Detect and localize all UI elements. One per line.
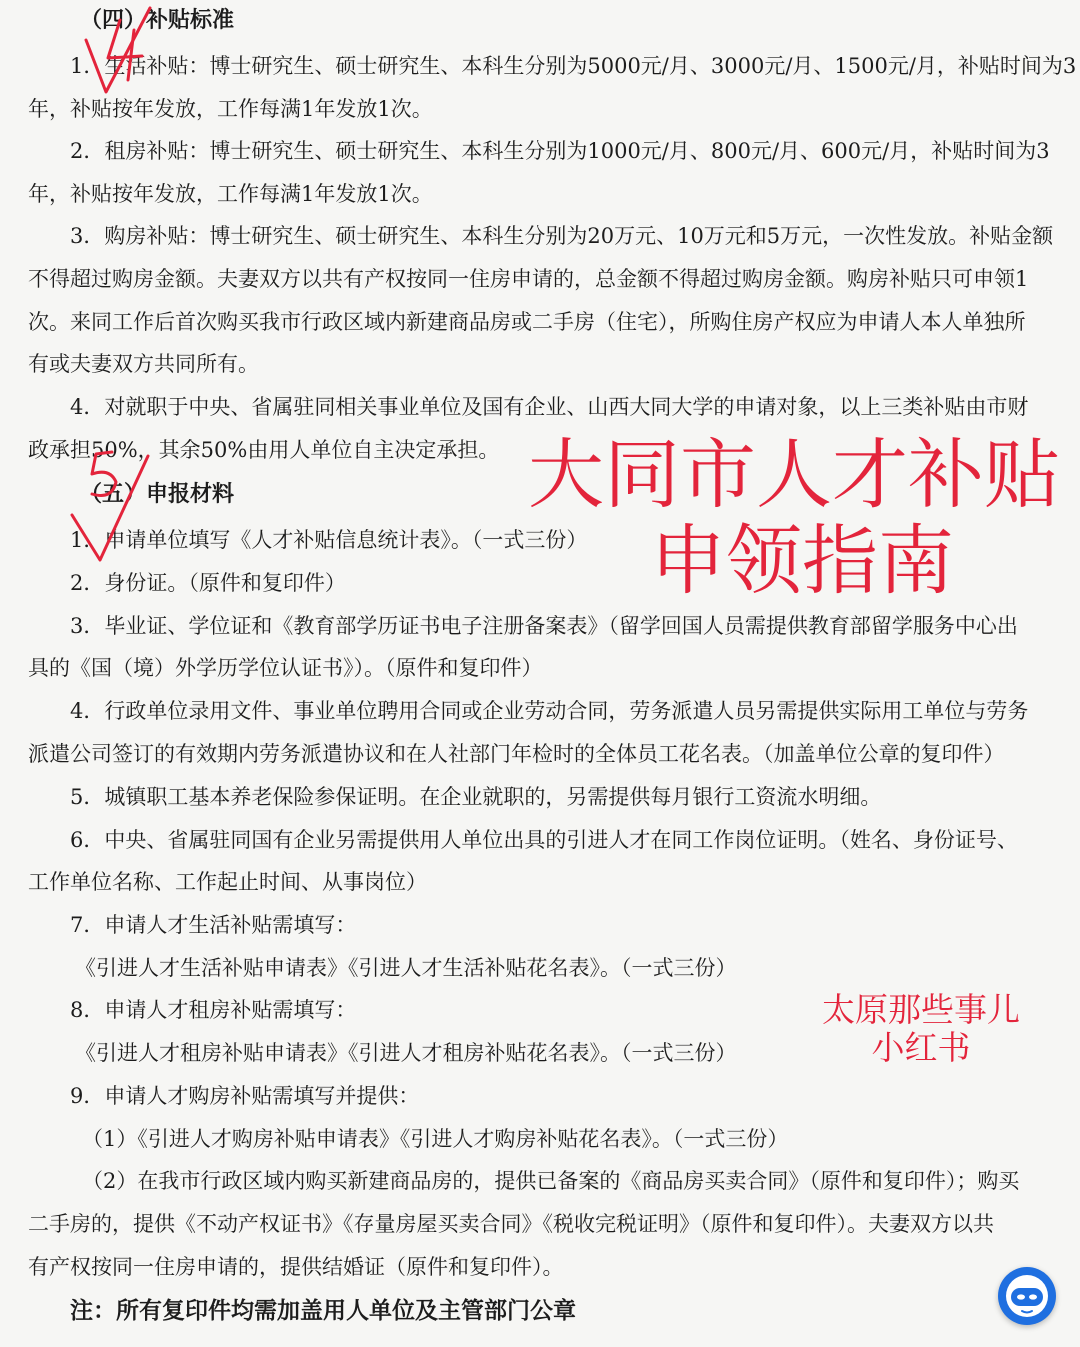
overlay-title-line2: 申领指南 xyxy=(650,516,954,605)
text-line: 7．申请人才生活补贴需填写： xyxy=(70,913,357,937)
text-line: 工作单位名称、工作起止时间、从事岗位） xyxy=(28,870,427,894)
section-heading-5: （五）申报材料 xyxy=(80,482,235,507)
text-line: 8．申请人才租房补贴需填写： xyxy=(70,998,357,1022)
text-line: 9．申请人才购房补贴需填写并提供： xyxy=(70,1084,420,1108)
overlay-title-line1: 大同市人才补贴 xyxy=(528,430,1060,519)
text-line: 有或夫妻双方共同所有。 xyxy=(28,352,259,376)
text-line: 2．租房补贴：博士研究生、硕士研究生、本科生分别为1000元/月、800元/月、600元/月，补贴时间为3 xyxy=(70,139,1050,163)
text-line: （2）在我市行政区域内购买新建商品房的，提供已备案的《商品房买卖合同》（原件和复印件）；购买 xyxy=(82,1169,1020,1193)
watermark-line1: 太原那些事儿 xyxy=(822,990,1020,1029)
text-line: 3．毕业证、学位证和《教育部学历证书电子注册备案表》（留学回国人员需提供教育部留学服务中心出 xyxy=(70,614,1018,638)
text-line: 派遣公司签订的有效期内劳务派遣协议和在人社部门年检时的全体员工花名表。（加盖单位公章的复印件） xyxy=(28,742,1005,766)
assistant-button[interactable] xyxy=(998,1267,1056,1325)
text-line: 6．中央、省属驻同国有企业另需提供用人单位出具的引进人才在同工作岗位证明。（姓名、身份证号、 xyxy=(70,828,1018,852)
text-line: 二手房的，提供《不动产权证书》《存量房屋买卖合同》《税收完税证明》（原件和复印件）。夫妻双方以共 xyxy=(28,1212,994,1236)
text-line: 1．生活补贴：博士研究生、硕士研究生、本科生分别为5000元/月、3000元/月、1500元/月，补贴时间为3 xyxy=(70,54,1077,78)
text-line: 具的《国（境）外学历学位认证书》）。（原件和复印件） xyxy=(28,656,543,680)
text-line: 年，补贴按年发放，工作每满1年发放1次。 xyxy=(28,97,433,121)
text-line: 年，补贴按年发放，工作每满1年发放1次。 xyxy=(28,182,433,206)
text-line: （1）《引进人才购房补贴申请表》《引进人才购房补贴花名表》。（一式三份） xyxy=(82,1127,789,1151)
text-line: 1．申请单位填写《人才补贴信息统计表》。（一式三份） xyxy=(70,528,588,552)
text-line: 《引进人才生活补贴申请表》《引进人才生活补贴花名表》。（一式三份） xyxy=(75,956,737,980)
text-line: 3．购房补贴：博士研究生、硕士研究生、本科生分别为20万元、10万元和5万元，一次性发放。补贴金额 xyxy=(70,224,1054,248)
text-line: 5．城镇职工基本养老保险参保证明。在企业就职的，另需提供每月银行工资流水明细。 xyxy=(70,785,882,809)
text-line: 《引进人才租房补贴申请表》《引进人才租房补贴花名表》。（一式三份） xyxy=(75,1041,737,1065)
footer-note: 注：所有复印件均需加盖用人单位及主管部门公章 xyxy=(70,1298,576,1324)
text-line: 2．身份证。（原件和复印件） xyxy=(70,571,346,595)
text-line: 4．对就职于中央、省属驻同相关事业单位及国有企业、山西大同大学的申请对象，以上三类补贴由市财 xyxy=(70,395,1029,419)
section-heading-4: （四）补贴标准 xyxy=(80,8,235,33)
robot-assistant-icon xyxy=(998,1267,1056,1325)
text-line: 次。来同工作后首次购买我市行政区域内新建商品房或二手房（住宅），所购住房产权应为申请人本人单独所 xyxy=(28,310,1026,334)
watermark-line2: 小红书 xyxy=(871,1028,971,1067)
text-line: 4．行政单位录用文件、事业单位聘用合同或企业劳动合同，劳务派遣人员另需提供实际用工单位与劳务 xyxy=(70,699,1029,723)
text-line: 政承担50%，其余50%由用人单位自主决定承担。 xyxy=(28,438,500,462)
text-line: 有产权按同一住房申请的，提供结婚证（原件和复印件）。 xyxy=(28,1255,564,1279)
text-line: 不得超过购房金额。夫妻双方以共有产权按同一住房申请的，总金额不得超过购房金额。购房补贴只可申领1 xyxy=(28,267,1029,291)
